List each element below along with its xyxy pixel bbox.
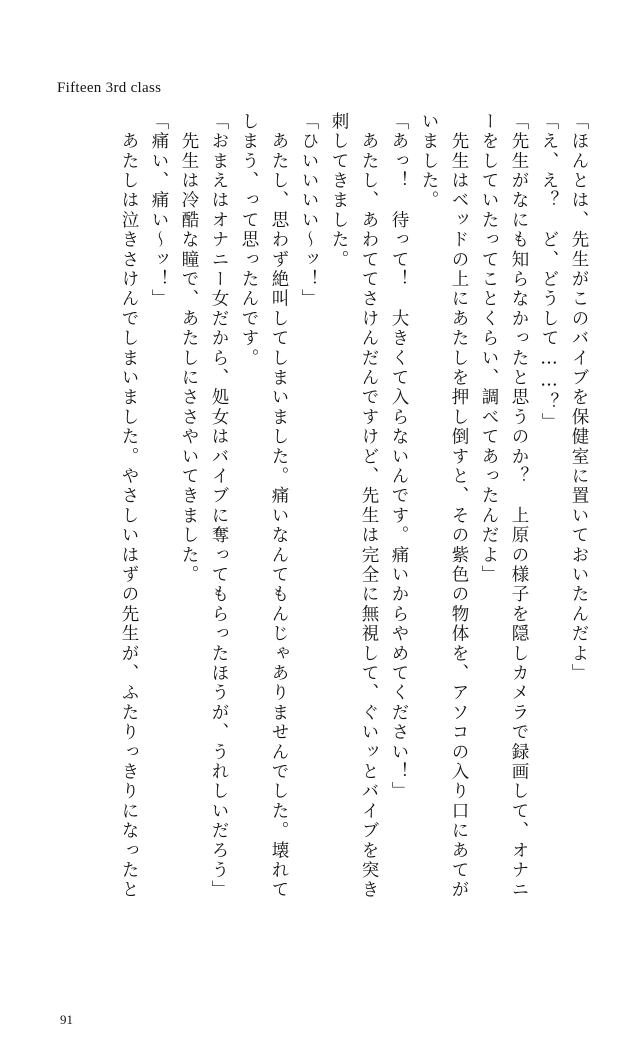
text-column: 「あっ！ 待って！ 大きくて入らないんです。痛いからやめてください！」: [389, 112, 409, 802]
text-column: 「ほんとは、先生がこのバイブを保健室に置いておいたんだよ」: [569, 112, 589, 684]
text-column: いました。: [419, 112, 439, 211]
text-column: 先生は冷酷な瞳で、あたしにささやいてきました。: [179, 112, 199, 585]
text-column: 「ひいいいい～ッ！」: [299, 112, 319, 309]
text-column: 刺してきました。: [329, 112, 349, 270]
running-head: Fifteen 3rd class: [57, 80, 162, 96]
page-number: 91: [60, 1012, 73, 1027]
text-column: しまう、って思ったんです。: [239, 112, 259, 369]
text-column: 「え、え？ ど、どうして……？」: [539, 112, 559, 433]
text-column: 「先生がなにも知らなかったと思うのか？ 上原の様子を隠しカメラで録画して、オナニ: [509, 112, 529, 900]
text-column: 「おまえはオナニー女だから、処女はバイブに奪ってもらったほうが、うれしいだろう」: [209, 112, 229, 900]
text-column: 先生はベッドの上にあたしを押し倒すと、その紫色の物体を、アソコの入り口にあてが: [449, 112, 469, 900]
text-column: あたし、あわててさけんだんですけど、先生は完全に無視して、ぐいッとバイブを突き: [359, 112, 379, 900]
text-column: あたし、思わず絶叫してしまいました。痛いなんてもんじゃありませんでした。壊れて: [269, 112, 289, 900]
text-column: ーをしていたってことくらい、調べてあったんだよ」: [479, 112, 499, 585]
vertical-text-body: [56, 112, 587, 972]
text-column: 「痛い、痛い～ッ！」: [149, 112, 169, 309]
text-column: あたしは泣きさけんでしまいました。やさしいはずの先生が、ふたりっきりになったと: [119, 112, 139, 900]
